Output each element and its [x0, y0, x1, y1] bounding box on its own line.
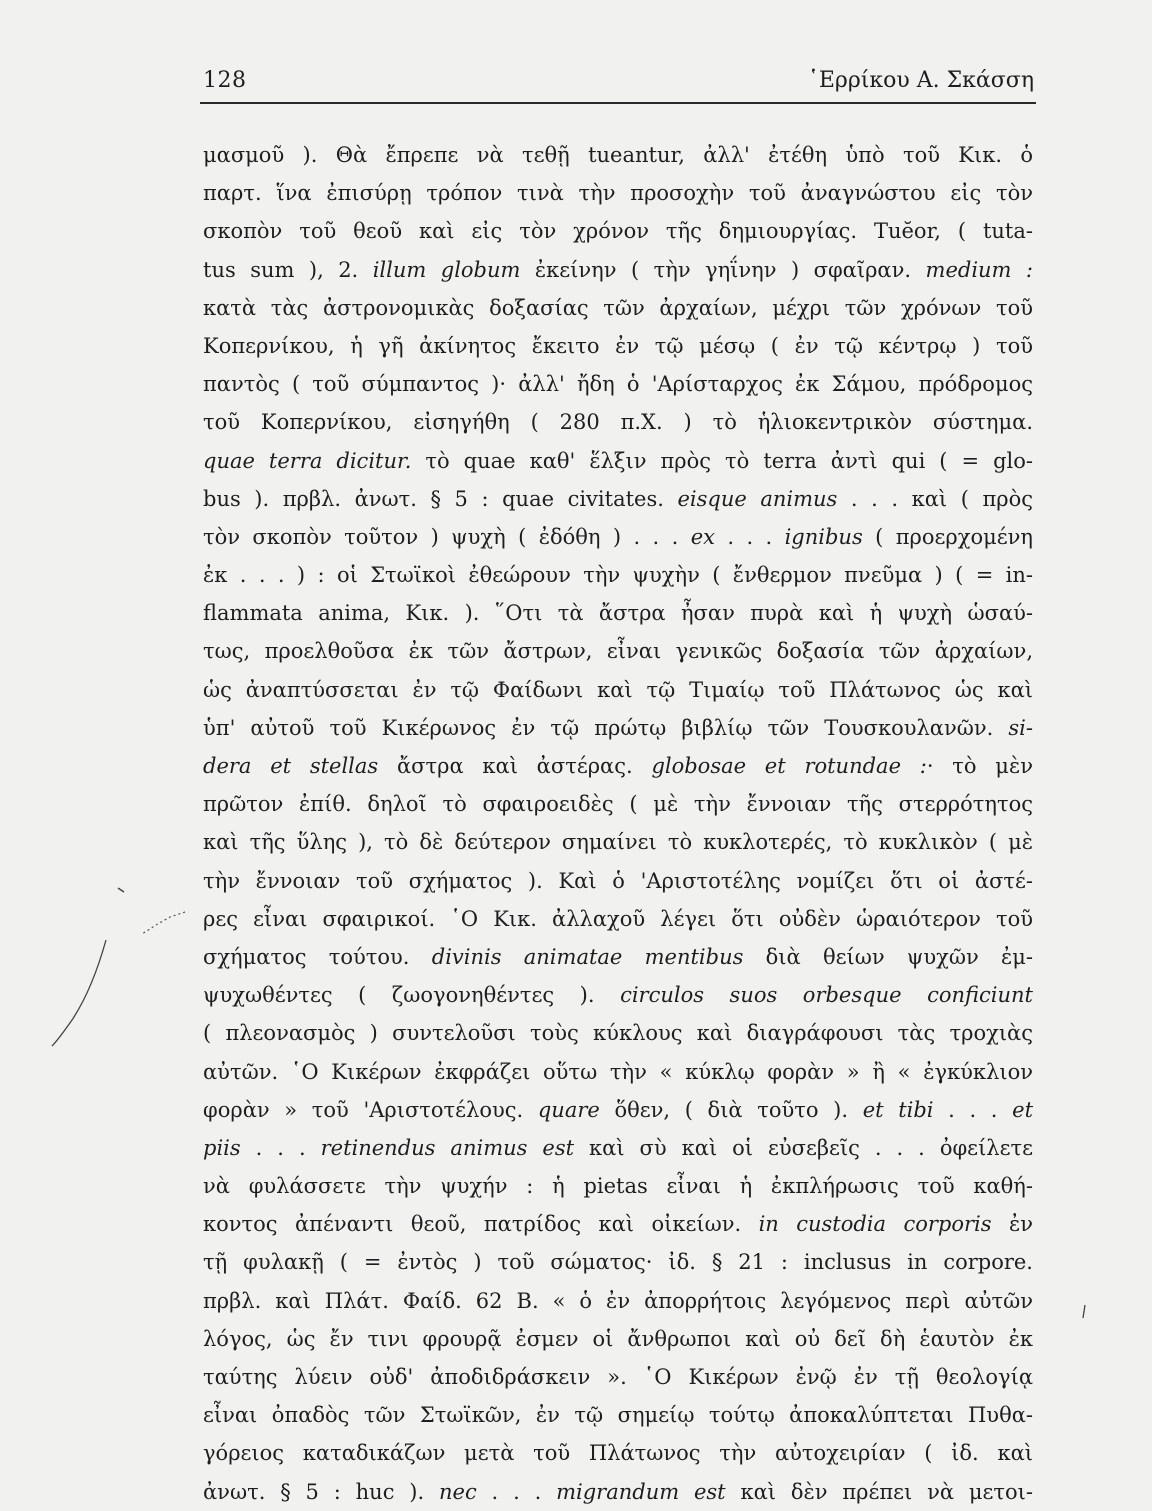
text-segment: ταύτης λύειν οὐδ' ἀποδιδράσκειν ». ῾Ο Κικέρων ἐνῷ ἐν τῇ θεολογίᾳ	[203, 1365, 1033, 1389]
latin-phrase: divinis animatae mentibus	[431, 944, 744, 969]
text-segment: πρῶτον ἐπίθ. δηλοῖ τὸ σφαιροειδὲς ( μὲ τὴν ἔννοιαν τῆς στερρότητος	[203, 792, 1033, 817]
text-segment: ὅθεν, ( διὰ τοῦτο ).	[599, 1097, 863, 1122]
running-head: ῾Ερρίκου Α. Σκάσση	[807, 68, 1034, 93]
text-segment: . . .	[714, 524, 785, 549]
latin-phrase: illum globum	[372, 257, 521, 282]
text-line	[203, 289, 1033, 327]
text-segment: μασμοῦ ). Θὰ ἔπρεπε νὰ τεθῇ tueantur, ἀλλ' ἐτέθη ὑπὸ τοῦ Κικ. ὁ	[203, 143, 1033, 167]
text-line	[203, 594, 1033, 632]
text-line	[203, 1129, 1033, 1167]
text-segment: καὶ σὺ καὶ οἱ εὐσεβεῖς . . . ὀφείλετε	[574, 1135, 1033, 1160]
latin-phrase: si-	[1008, 715, 1033, 740]
text-line	[203, 900, 1033, 938]
latin-phrase: dera et stellas	[203, 754, 379, 778]
text-segment: ὑπ' αὐτοῦ τοῦ Κικέρωνος ἐν τῷ πρώτῳ βιβλίῳ τῶν Τουσκουλανῶν.	[203, 715, 1009, 740]
text-line	[203, 403, 1033, 441]
text-line	[203, 1053, 1033, 1091]
latin-phrase: quare	[537, 1097, 600, 1122]
text-line	[203, 1282, 1033, 1320]
text-segment: παρτ. ἵνα ἐπισύρῃ τρόπον τινὰ τὴν προσοχὴν τοῦ ἀναγνώστου εἰς τὸν	[203, 181, 1033, 206]
text-line	[203, 976, 1033, 1014]
text-line	[203, 862, 1033, 900]
latin-phrase: globosae et rotundae :	[651, 754, 927, 778]
latin-phrase: eisque animus	[677, 486, 838, 511]
text-line	[203, 1091, 1033, 1129]
text-line	[203, 1205, 1033, 1243]
text-segment: τῇ φυλακῇ ( = ἐντὸς ) τοῦ σώματος· ἰδ. § 21 : inclusus in corpore.	[203, 1250, 1033, 1275]
text-line	[203, 709, 1033, 747]
text-segment: σχήματος τούτου.	[203, 944, 432, 969]
text-segment: νὰ φυλάσσετε τὴν ψυχήν : ἡ pietas εἶναι ἡ ἐκπλήρωσις τοῦ καθή-	[203, 1174, 1033, 1199]
text-segment: ὡς ἀναπτύσσεται ἐν τῷ Φαίδωνι καὶ τῷ Τιμαίῳ τοῦ Πλάτωνος ὡς καὶ	[203, 677, 1033, 702]
text-segment: τὸν σκοπὸν τοῦτον ) ψυχὴ ( ἐδόθη ) . . .	[203, 524, 691, 549]
text-line	[203, 1358, 1033, 1396]
text-segment: . . .	[476, 1479, 557, 1504]
text-segment: παντὸς ( τοῦ σύμπαντος )· ἀλλ' ἤδη ὁ 'Αρίσταρχος ἐκ Σάμου, πρόδρομος	[203, 372, 1033, 397]
text-segment: bus ). πρβλ. ἀνωτ. § 5 : quae civitates.	[203, 486, 678, 511]
text-line	[203, 1473, 1033, 1511]
text-segment: λόγος, ὡς ἔν τινι φρουρᾷ ἐσμεν οἱ ἄνθρωποι καὶ οὐ δεῖ δὴ ἑαυτὸν ἐκ	[203, 1326, 1033, 1351]
text-segment: τὸ quae καθ' ἕλξιν πρὸς τὸ terra ἀντὶ qui ( = glo-	[411, 448, 1033, 473]
latin-phrase: migrandum est	[556, 1479, 726, 1504]
text-segment: τὴν ἔννοιαν τοῦ σχήματος ). Καὶ ὁ 'Αριστοτέλης νομίζει ὅτι οἱ ἀστέ-	[203, 868, 1033, 893]
body-text	[203, 136, 1033, 1511]
latin-phrase: medium :	[925, 257, 1034, 282]
latin-phrase: in custodia corporis	[758, 1212, 992, 1237]
text-line	[203, 251, 1033, 289]
text-line	[203, 747, 1033, 785]
text-line	[203, 938, 1033, 976]
text-line	[203, 1434, 1033, 1472]
latin-phrase: et	[1012, 1097, 1034, 1122]
text-line	[203, 1320, 1033, 1358]
text-segment: κατὰ τὰς ἀστρονομικὰς δοξασίας τῶν ἀρχαίων, μέχρι τῶν χρόνων τοῦ	[203, 295, 1033, 320]
text-segment: ἀνωτ. § 5 : huc ).	[203, 1479, 439, 1504]
text-segment: ἐκείνην ( τὴν γηΐνην ) σφαῖραν.	[520, 257, 926, 282]
latin-phrase: ex	[690, 524, 715, 549]
text-segment: ( προερχομένη	[862, 524, 1033, 549]
text-segment: . . . καὶ ( πρὸς	[837, 486, 1033, 511]
text-line	[203, 365, 1033, 403]
text-segment: flammata anima, Κικ. ). ῞Οτι τὰ ἄστρα ἦσαν πυρὰ καὶ ἡ ψυχὴ ὡσαύ-	[203, 601, 1033, 626]
text-line	[203, 556, 1033, 594]
text-segment: ψυχωθέντες ( ζωογονηθέντες ).	[203, 983, 621, 1008]
latin-phrase: retinendus animus est	[320, 1135, 575, 1160]
text-segment: τοῦ Κοπερνίκου, εἰσηγήθη ( 280 π.Χ. ) τὸ ἡλιοκεντρικὸν σύστημα.	[203, 410, 1033, 435]
text-segment: σκοπὸν τοῦ θεοῦ καὶ εἰς τὸν χρόνον τῆς δημιουργίας. Tuĕor, ( tuta-	[203, 219, 1033, 244]
latin-phrase: piis	[203, 1135, 241, 1160]
text-segment: τως, προελθοῦσα ἐκ τῶν ἄστρων, εἶναι γενικῶς δοξασία τῶν ἀρχαίων,	[203, 639, 1033, 664]
latin-phrase: et tibi	[862, 1097, 934, 1122]
text-segment: ( πλεονασμὸς ) συντελοῦσι τοὺς κύκλους καὶ διαγράφουσι τὰς τροχιὰς	[203, 1021, 1033, 1046]
text-line	[203, 442, 1033, 480]
text-line	[203, 327, 1033, 365]
text-segment: ἐν	[991, 1212, 1033, 1237]
text-line	[203, 632, 1033, 670]
text-segment: αὐτῶν. ῾Ο Κικέρων ἐκφράζει οὕτω τὴν « κύκλῳ φορὰν » ἢ « ἐγκύκλιον	[203, 1059, 1033, 1084]
text-line	[203, 136, 1033, 174]
text-line	[203, 823, 1033, 861]
text-line	[203, 671, 1033, 709]
text-segment: ἄστρα καὶ ἀστέρας.	[378, 754, 652, 778]
text-segment: πρβλ. καὶ Πλάτ. Φαίδ. 62 Β. « ὁ ἐν ἀπορρήτοις λεγόμενος περὶ αὐτῶν	[203, 1288, 1033, 1313]
text-line	[203, 1014, 1033, 1052]
text-segment: καὶ τῆς ὕλης ), τὸ δὲ δεύτερον σημαίνει τὸ κυκλοτερές, τὸ κυκλικὸν ( μὲ	[203, 830, 1033, 855]
latin-phrase: quae terra dicitur.	[203, 448, 412, 473]
text-line	[203, 1243, 1033, 1281]
text-segment: εἶναι ὀπαδὸς τῶν Στωϊκῶν, ἐν τῷ σημείῳ τούτῳ ἀποκαλύπτεται Πυθα-	[203, 1403, 1033, 1428]
page-number: 128	[203, 68, 247, 93]
latin-phrase: circulos suos orbesque conficiunt	[620, 983, 1033, 1008]
text-line	[203, 174, 1033, 212]
text-segment: . . .	[240, 1135, 321, 1160]
text-line	[203, 480, 1033, 518]
page-header	[200, 62, 1036, 104]
text-line	[203, 518, 1033, 556]
text-line	[203, 1396, 1033, 1434]
text-segment: Κοπερνίκου, ἡ γῆ ἀκίνητος ἔκειτο ἐν τῷ μέσῳ ( ἐν τῷ κέντρῳ ) τοῦ	[203, 333, 1033, 358]
text-segment: . . .	[933, 1097, 1013, 1122]
text-segment: ρες εἶναι σφαιρικοί. ῾Ο Κικ. ἀλλαχοῦ λέγει ὅτι οὐδὲν ὡραιότερον τοῦ	[203, 906, 1033, 931]
text-segment: tus sum ), 2.	[203, 257, 373, 282]
latin-phrase: nec	[439, 1479, 477, 1504]
text-segment: γόρειος καταδικάζων μετὰ τοῦ Πλάτωνος τὴν αὐτοχειρίαν ( ἰδ. καὶ	[203, 1441, 1033, 1466]
text-segment: φορὰν » τοῦ 'Αριστοτέλους.	[203, 1097, 538, 1122]
text-segment: ἐκ . . . ) : οἱ Στωϊκοὶ ἐθεώρουν τὴν ψυχὴν ( ἔνθερμον πνεῦμα ) ( = in-	[203, 563, 1033, 588]
text-segment: · τὸ μὲν	[926, 754, 1033, 778]
text-segment: κοντος ἀπέναντι θεοῦ, πατρίδος καὶ οἰκείων.	[203, 1212, 759, 1237]
text-line	[203, 1167, 1033, 1205]
latin-phrase: ignibus	[784, 524, 863, 549]
text-segment: καὶ δὲν πρέπει νὰ μετοι-	[725, 1479, 1034, 1504]
text-line	[203, 785, 1033, 823]
text-segment: διὰ θείων ψυχῶν ἐμ-	[743, 944, 1033, 969]
text-line	[203, 212, 1033, 250]
